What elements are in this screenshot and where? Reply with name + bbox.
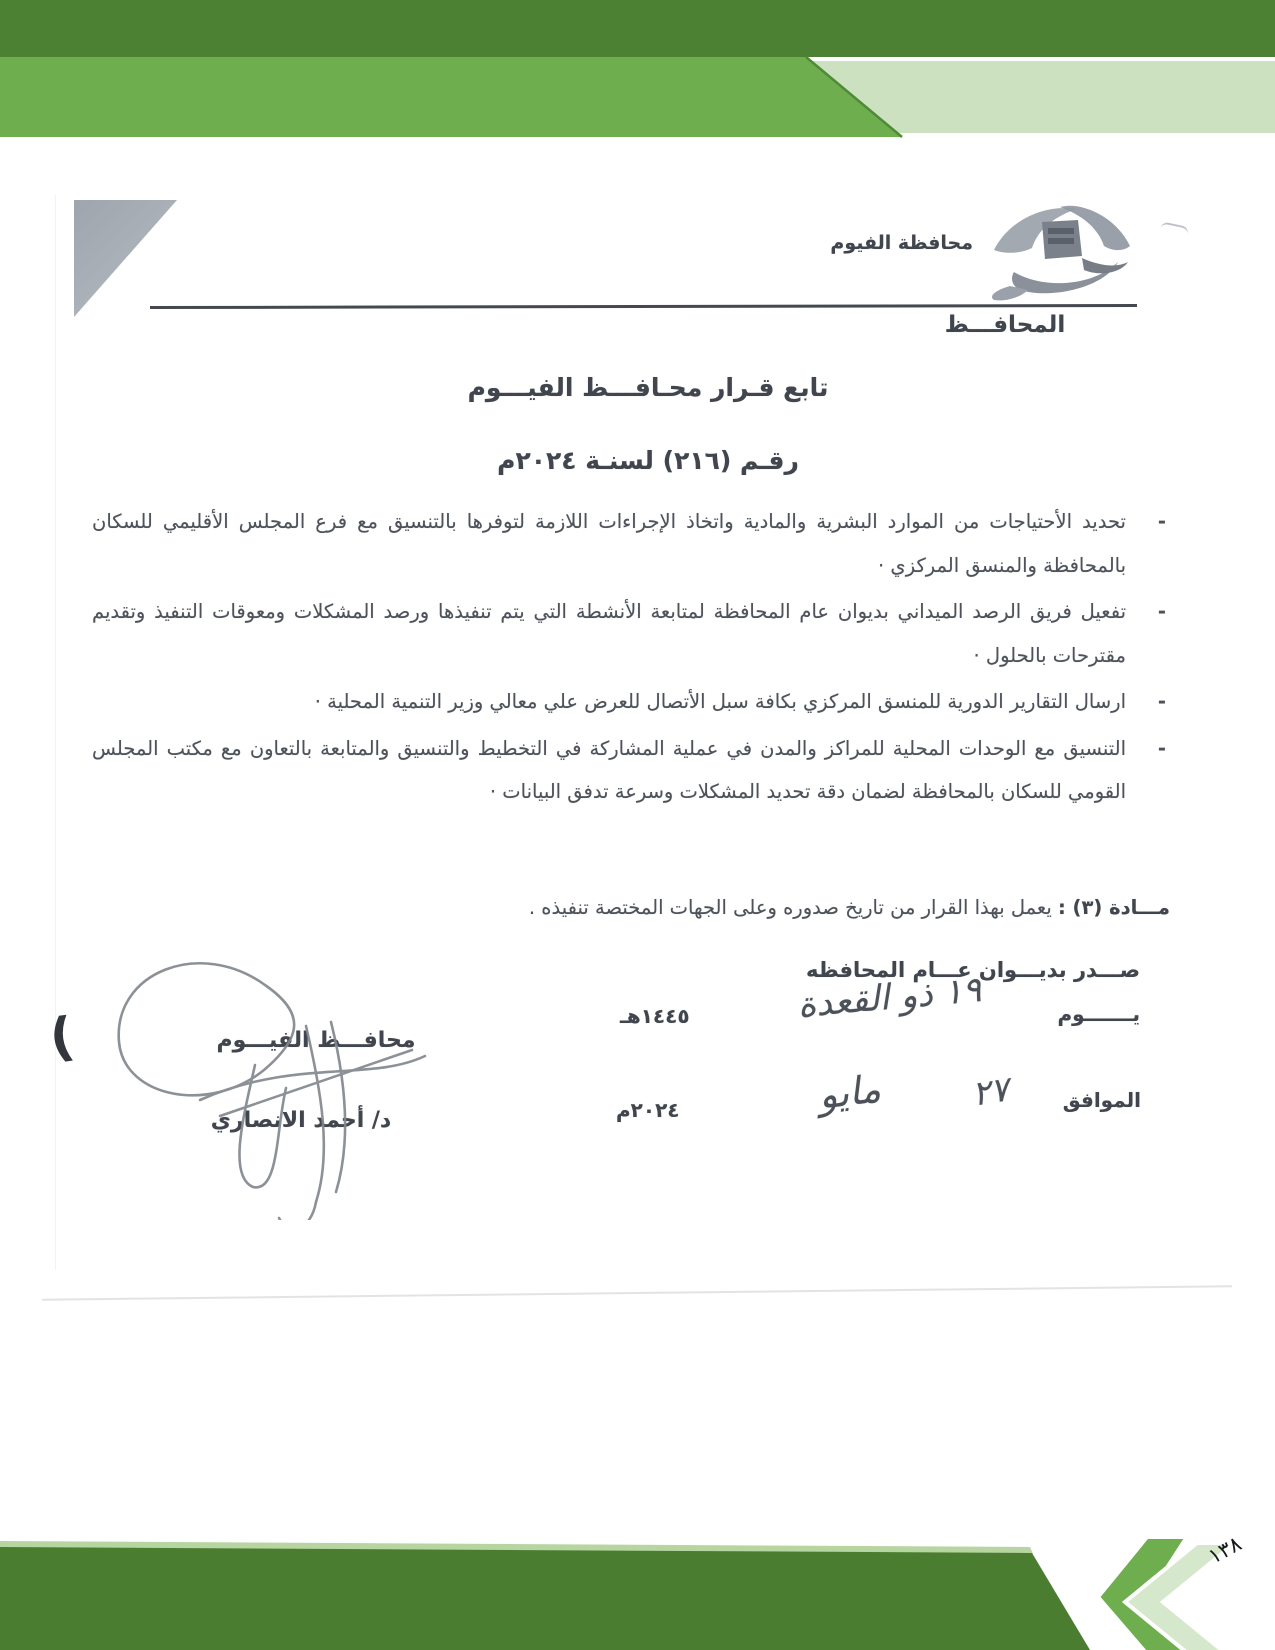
- header-mid-band: [0, 57, 902, 137]
- decree-clause-4: [92, 727, 1170, 814]
- scan-crease-line: [42, 1285, 1232, 1300]
- decree-clause-1: [92, 500, 1170, 587]
- clause-dash: -: [1157, 510, 1166, 533]
- letterhead-org-name: محافظة الفيوم: [830, 232, 973, 254]
- decree-clause-2: [92, 590, 1170, 677]
- scan-corner-fold-artifact: [74, 200, 177, 317]
- page-number: ١٣٨: [1204, 1531, 1246, 1569]
- paper-edge-shadow: [55, 195, 56, 1270]
- article-3-line: [95, 888, 1170, 928]
- issue-day-label: يـــــــوم: [1057, 1002, 1140, 1026]
- gregorian-day-handwritten: ٢٧: [969, 1069, 1012, 1115]
- footer-banner: [0, 1440, 1275, 1650]
- clause-dash: -: [1157, 600, 1166, 623]
- footer-dark-band: [0, 1547, 1090, 1650]
- article-label: مـــادة (٣) :: [1057, 896, 1170, 919]
- clause-text: التنسيق مع الوحدات المحلية للمراكز والمدن في عملية المشاركة في التخطيط والتنسيق والمتابعة بالتعاون مع مكتب المجلس القومي للسكان بالمحافظة لضمان دقة تحديد المشكلات وسرعة تدفق البيانات ·: [92, 736, 1126, 803]
- signer-title: محافـــظ الفيـــوم: [216, 1028, 416, 1053]
- header-dark-bar: [0, 0, 1275, 57]
- edge-stamp-mark: (: [45, 1006, 78, 1070]
- gregorian-month-handwritten: مايو: [815, 1066, 884, 1118]
- governor-signature-icon: [80, 930, 640, 1220]
- decree-clause-3: [92, 680, 1170, 724]
- issued-at-heading: صـــدر بديـــوان عـــام المحافظه: [806, 958, 1140, 982]
- hijri-date-handwritten: ١٩ ذو القعدة: [796, 970, 983, 1026]
- eagle-seal-logo-icon: [982, 196, 1142, 304]
- clause-text: ارسال التقارير الدورية للمنسق المركزي بكافة سبل الأتصال للعرض علي معالي وزير التنمية المحلية ·: [314, 690, 1126, 713]
- clause-dash: -: [1157, 736, 1166, 760]
- signer-name: د/ أحمد الانصاري: [210, 1108, 392, 1133]
- decree-title-line2: رقـم (٢١٦) لسنـة ٢٠٢٤م: [497, 446, 799, 475]
- clause-text: تحديد الأحتياجات من الموارد البشرية والمادية واتخاذ الإجراءات اللازمة لتوفرها بالتنسيق مع فرع المجلس الأقليمي للسكان بالمحافظة والمنسق المركزي ·: [92, 510, 1126, 577]
- hijri-year: ١٤٤٥هـ: [620, 1004, 690, 1028]
- decree-clause-list: [92, 500, 1170, 817]
- article-text: يعمل بهذا القرار من تاريخ صدوره وعلى الجهات المختصة تنفيذه .: [528, 896, 1052, 919]
- letterhead-divider-line: [150, 304, 1137, 309]
- letterhead-office-title: المحافـــظ: [944, 312, 1066, 338]
- gregorian-year: ٢٠٢٤م: [616, 1098, 680, 1122]
- clause-text: تفعيل فريق الرصد الميداني بديوان عام المحافظة لمتابعة الأنشطة التي يتم تنفيذها ورصد المشكلات ومعوقات التنفيذ وتقديم مقترحات بالحلول ·: [92, 600, 1126, 667]
- header-banner: [0, 0, 1275, 140]
- clause-dash: -: [1157, 690, 1166, 713]
- scan-pen-mark: [1159, 221, 1189, 241]
- decree-title-line1: تابع قـرار محـافـــظ الفيـــوم: [467, 373, 829, 402]
- corresponding-label: الموافق: [1062, 1088, 1141, 1112]
